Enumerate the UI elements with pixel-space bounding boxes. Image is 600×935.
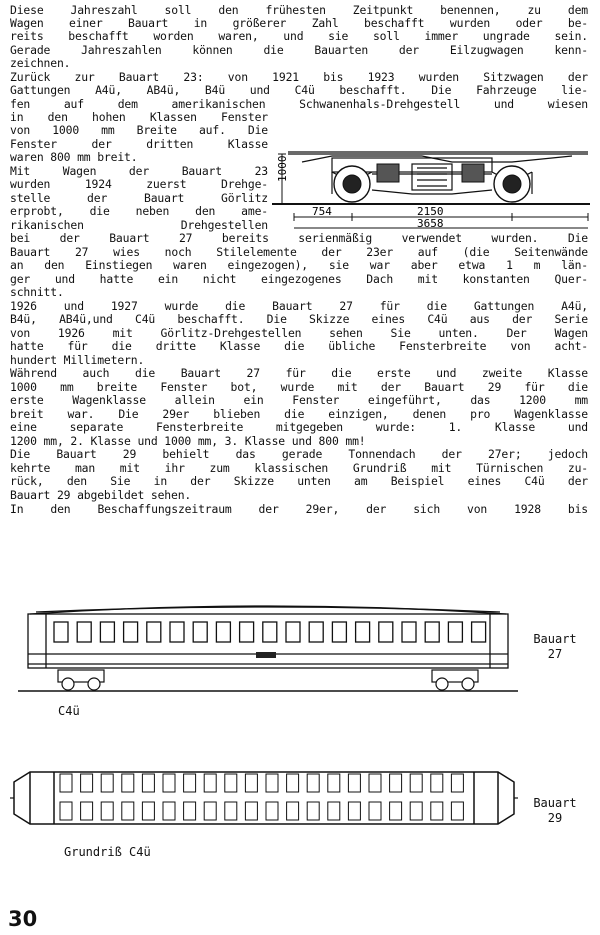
dim-height-label: 1000 [276, 155, 289, 182]
text-line: bei der Bauart 27 bereits serienmäßig verwendet wurden. Die [10, 231, 588, 245]
car-window [193, 622, 207, 642]
car-window [54, 622, 68, 642]
plan-seat [348, 774, 360, 792]
text-line: Gerade Jahreszahlen können die Bauarten der Eilzugwagen kenn- [10, 43, 588, 57]
text-line: fen auf dem amerikanischen Schwanenhals-Drehgestell und wiesen [10, 97, 588, 111]
text-line: 1000 mm breite Fenster bot, wurde mit der Bauart 29 für die [10, 380, 588, 394]
plan-seat [348, 802, 360, 820]
car-window [240, 622, 254, 642]
text-line: Mit Wagen der Bauart 23 [10, 164, 268, 178]
plan-type-label [520, 796, 590, 826]
text-line: Gattungen A4ü, AB4ü, B4ü und C4ü beschafft. Die Fahrzeuge lie- [10, 83, 588, 97]
text-line: 1926 und 1927 wurde die Bauart 27 für die Gattungen A4ü, [10, 299, 588, 313]
car-window [147, 622, 161, 642]
text-line: breit war. Die 29er blieben die einzigen, denen pro Wagenklasse [10, 407, 588, 421]
text-line: Während auch die Bauart 27 für die erste und zweite Klasse [10, 366, 588, 380]
car-window [77, 622, 91, 642]
text-line: hatte für die dritte Klasse die übliche Fensterbreite von acht- [10, 339, 588, 353]
text-line: von 1000 mm Breite auf. Die [10, 123, 268, 137]
dim-total-label: 3658 [417, 217, 444, 230]
plan-seat [328, 774, 340, 792]
plan-seat [60, 802, 72, 820]
dim-mid-label: 2150 [417, 205, 444, 218]
plan-seat [204, 774, 216, 792]
plan-seat [390, 802, 402, 820]
text-line: rück, den Sie in der Skizze unten am Beispiel eines C4ü der [10, 474, 588, 488]
text-line: rikanischen Drehgestellen [10, 218, 268, 232]
plan-seat [163, 802, 175, 820]
car-window [379, 622, 393, 642]
plan-seat [101, 774, 113, 792]
plan-seat [81, 802, 93, 820]
car-window [448, 622, 462, 642]
text-line: Diese Jahreszahl soll den frühesten Zeitpunkt benennen, zu dem [10, 3, 588, 17]
plan-seat [328, 802, 340, 820]
plan-seat [81, 774, 93, 792]
text-line: kehrte man mit ihr zum klassischen Grundriß mit Türnischen zu- [10, 461, 588, 475]
car-window [309, 622, 323, 642]
text-line: hundert Millimetern. [10, 353, 145, 367]
plan-seat [369, 802, 381, 820]
text-line: Zurück zur Bauart 23: von 1921 bis 1923 wurden Sitzwagen der [10, 70, 588, 84]
plan-seat [142, 774, 154, 792]
plan-seat [287, 774, 299, 792]
plan-seat [122, 802, 134, 820]
text-line: Bauart 29 abgebildet sehen. [10, 488, 192, 502]
car-window [263, 622, 277, 642]
plan-seat [266, 774, 278, 792]
text-line: reits beschafft worden waren, und sie soll immer ungrade sein. [10, 29, 588, 43]
text-line: schnitt. [10, 285, 64, 299]
car-window [124, 622, 138, 642]
plan-seat [431, 774, 443, 792]
plan-seat [287, 802, 299, 820]
car-window [100, 622, 114, 642]
plan-seat [307, 802, 319, 820]
plan-seat [245, 774, 257, 792]
text-line: eine separate Fensterbreite mitgegeben wurde: 1. Klasse und [10, 420, 588, 434]
text-line: in den hohen Klassen Fenster [10, 110, 268, 124]
plan-seat [451, 774, 463, 792]
text-line: Bauart 27 wies noch Stilelemente der 23er auf (die Seitenwände [10, 245, 588, 259]
text-line: erprobt, die neben den ame- [10, 204, 268, 218]
text-line: Fenster der dritten Klasse [10, 137, 268, 151]
car-window [425, 622, 439, 642]
text-line: waren 800 mm breit. [10, 150, 138, 164]
plan-seat [101, 802, 113, 820]
car-window [402, 622, 416, 642]
text-line: zeichnen. [10, 56, 71, 70]
plan-seat [204, 802, 216, 820]
plan-seat [60, 774, 72, 792]
plan-seat [122, 774, 134, 792]
plan-seat [184, 774, 196, 792]
plan-seat [266, 802, 278, 820]
plan-seat [410, 774, 422, 792]
car-type-label-line2: 27 [547, 647, 563, 661]
plan-seat [451, 802, 463, 820]
dim-left-label: 754 [312, 205, 332, 218]
plan-seat [163, 774, 175, 792]
page-number: 30 [8, 907, 38, 931]
car-window [170, 622, 184, 642]
car-window [332, 622, 346, 642]
car-caption: C4ü [58, 704, 80, 718]
text-line: stelle der Bauart Görlitz [10, 191, 268, 205]
plan-type-label-line2: 29 [547, 811, 563, 825]
text-line: In den Beschaffungszeitraum der 29er, der sich von 1928 bis [10, 502, 588, 516]
plan-seat [245, 802, 257, 820]
plan-seat [410, 802, 422, 820]
car-window [472, 622, 486, 642]
text-line: ger und hatte ein nicht eingezogenes Dach mit konstanten Quer- [10, 272, 588, 286]
text-line: wurden 1924 zuerst Drehge- [10, 177, 268, 191]
text-line: 1200 mm, 2. Klasse und 1000 mm, 3. Klasse und 800 mm! [10, 434, 366, 448]
text-line: von 1926 mit Görlitz-Drehgestellen sehen Sie unten. Der Wagen [10, 326, 588, 340]
car-window [216, 622, 230, 642]
plan-seat [390, 774, 402, 792]
plan-seat [225, 802, 237, 820]
text-line: erste Wagenklasse allein ein Fenster eingeführt, das 1200 mm [10, 393, 588, 407]
floor-plan-drawing [10, 762, 518, 838]
car-window [286, 622, 300, 642]
text-line: Wagen einer Bauart in größerer Zahl beschafft wurden oder be- [10, 16, 588, 30]
plan-seat [431, 802, 443, 820]
plan-seat [184, 802, 196, 820]
text-line: B4ü, AB4ü,und C4ü beschafft. Die Skizze eines C4ü aus der Serie [10, 312, 588, 326]
plan-caption: Grundriß C4ü [64, 845, 151, 859]
text-line: an den Einstiegen waren eingezogen), sie war aber etwa 1 m län- [10, 258, 588, 272]
plan-seat [225, 774, 237, 792]
car-type-label [520, 632, 590, 662]
plan-seat [142, 802, 154, 820]
car-type-label-line1: Bauart [533, 632, 577, 646]
text-line: Die Bauart 29 behielt das gerade Tonnendach der 27er; jedoch [10, 447, 588, 461]
plan-seat [369, 774, 381, 792]
plan-type-label-line1: Bauart [533, 796, 577, 810]
bogie-drawing [272, 124, 590, 232]
car-side-view-drawing [18, 596, 518, 696]
car-window [356, 622, 370, 642]
plan-seat [307, 774, 319, 792]
